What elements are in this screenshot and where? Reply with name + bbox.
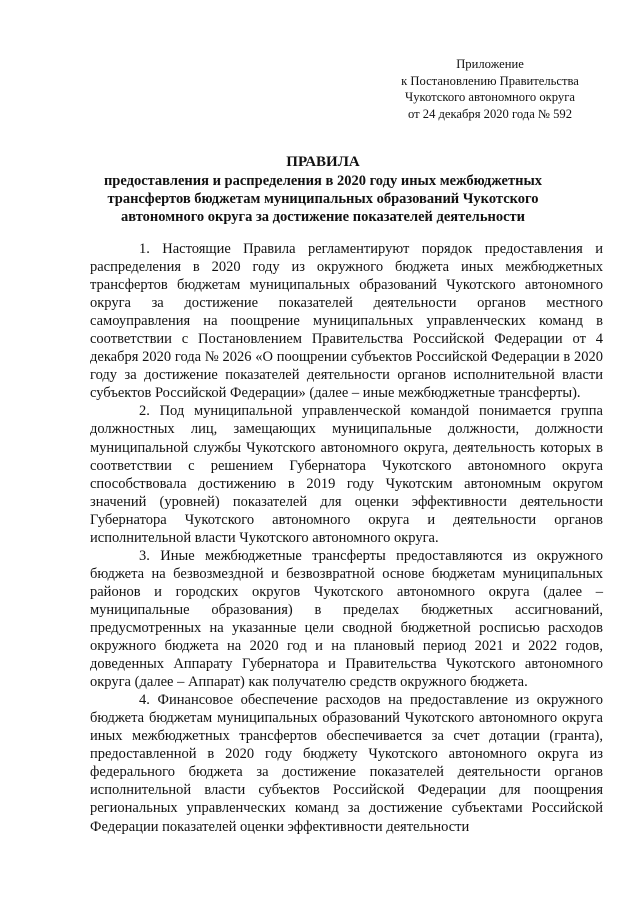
appendix-resolution-ref: к Постановлению Правительства [401, 73, 579, 88]
appendix-header [380, 56, 600, 122]
appendix-date-number: от 24 декабря 2020 года № 592 [407, 106, 572, 121]
appendix-region: Чукотского автономного округа [405, 90, 575, 105]
paragraph-3: 3. Иные межбюджетные трансферты предоставляются из окружного бюджета на безвозмездной и безвозвратной основе бюджетам муниципальных районов и городских округов Чукотского автономного округа (далее – муниципальные образования) в пределах бюджетных ассигнований, предусмотренных на указанные цели сводной бюджетной росписью расходов окружного бюджета на 2020 год и на плановый период 2021 и 2022 годов, доведенных Аппарату Губернатора и Правительства Чукотского автономного округа (далее – Аппарат) как получателю средств окружного бюджета. [90, 547, 603, 691]
appendix-label: Приложение [456, 57, 524, 71]
document-body [90, 240, 603, 836]
title-line-2: трансфертов бюджетам муниципальных образований Чукотского [107, 191, 539, 207]
title-main: ПРАВИЛА [286, 154, 360, 170]
document-title [88, 153, 558, 226]
paragraph-4: 4. Финансовое обеспечение расходов на предоставление из окружного бюджета бюджетам муниципальных образований Чукотского автономного округа иных межбюджетных трансфертов обеспечивается за счет дотации (гранта), предоставленной в 2020 году бюджету Чукотского автономного округа из федерального бюджета за достижение показателей деятельности органов исполнительной власти субъектов Российской Федерации для поощрения региональных управленческих команд за достижение субъектами Российской Федерации показателей оценки эффективности деятельности [90, 692, 603, 835]
paragraph-1: 1. Настоящие Правила регламентируют порядок предоставления и распределения в 2020 году из окружного бюджета иных межбюджетных трансфертов бюджетам муниципальных образований Чукотского автономного округа за достижение показателей деятельности органов местного самоуправления на поощрение муниципальных управленческих команд в соответствии с Постановлением Правительства Российской Федерации от 4 декабря 2020 года № 2026 «О поощрении субъектов Российской Федерации в 2020 году за достижение показателей деятельности органов исполнительной власти субъектов Российской Федерации» (далее – иные межбюджетные трансферты). [90, 241, 603, 402]
title-line-3: автономного округа за достижение показателей деятельности [120, 209, 526, 225]
paragraph-2: 2. Под муниципальной управленческой командой понимается группа должностных лиц, замещающих муниципальные должности, должности муниципальной службы Чукотского автономного округа, деятельность которых в соответствии с решением Губернатора Чукотского автономного округа способствовала достижению в 2019 году Чукотским автономным округом значений (уровней) показателей для оценки эффективности деятельности Губернатора Чукотского автономного округа и деятельности органов исполнительной власти Чукотского автономного округа. [90, 403, 603, 546]
title-line-1: предоставления и распределения в 2020 году иных межбюджетных [103, 173, 543, 189]
